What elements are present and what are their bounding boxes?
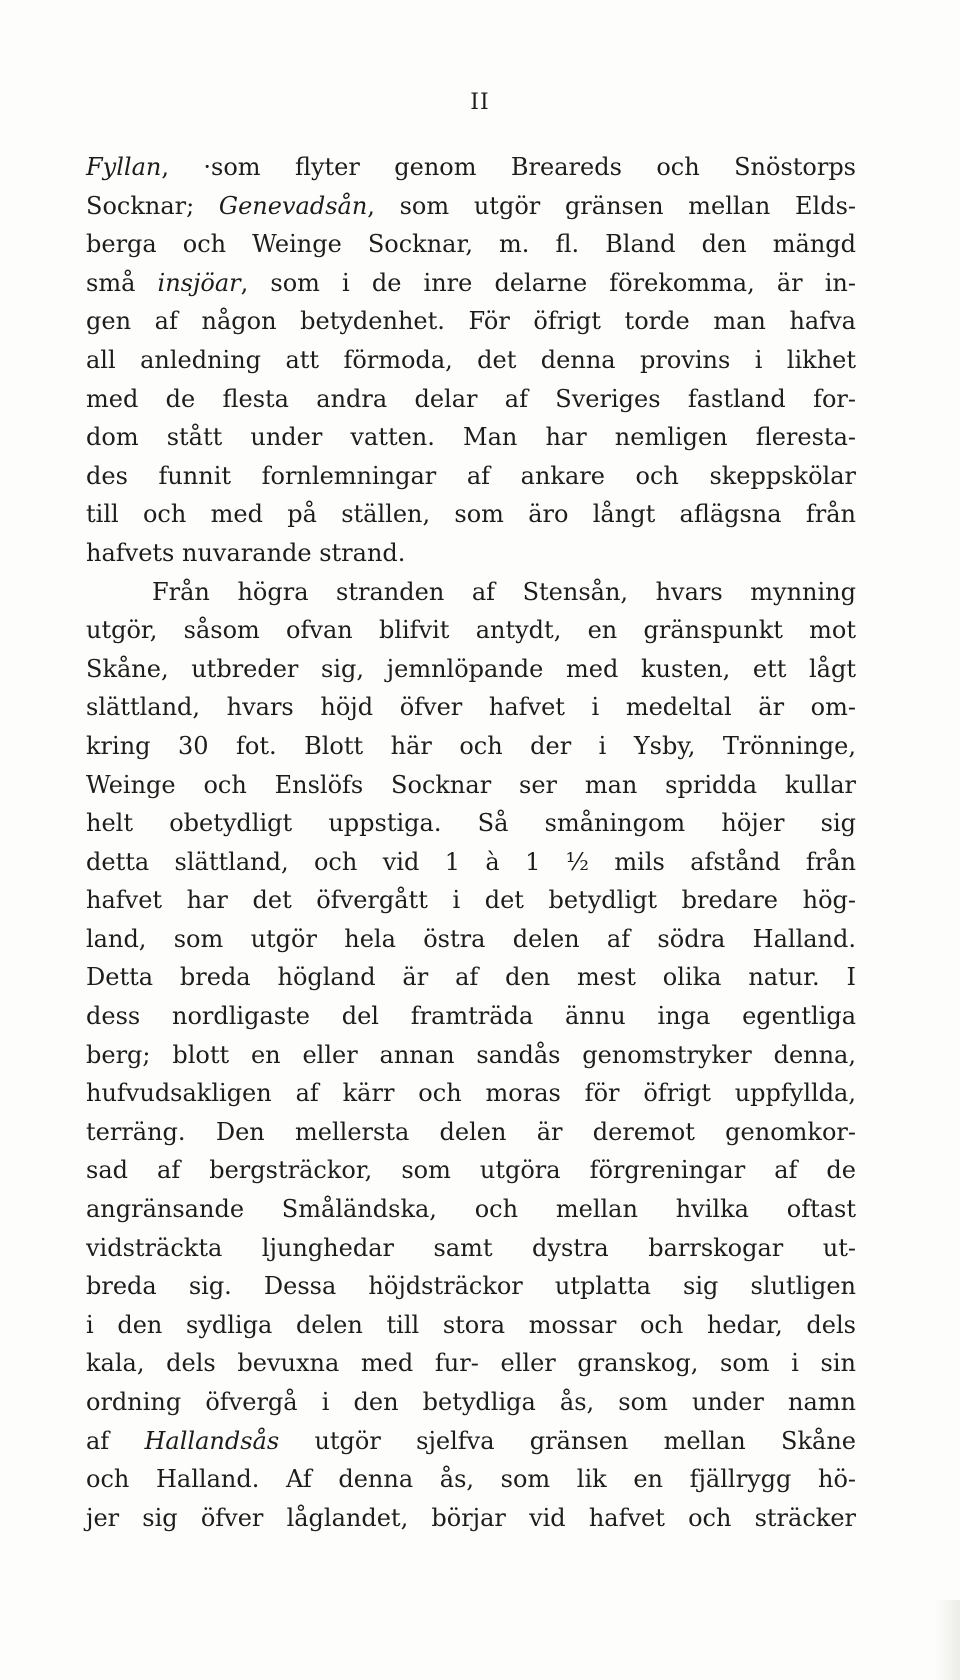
page-edge-shadow [934, 1600, 960, 1680]
text-line [86, 1267, 856, 1306]
text-segment: Från högra stranden af Stensån, hvars mynning [152, 577, 856, 606]
text-segment: Socknar; [86, 191, 219, 220]
text-segment: terräng. Den mellersta delen är deremot genomkor- [86, 1117, 856, 1146]
page-number: II [470, 90, 490, 115]
text-line [86, 341, 856, 380]
text-segment: Weinge och Enslöfs Socknar ser man spridda kullar [86, 770, 856, 799]
text-segment: slättland, hvars höjd öfver hafvet i medeltal är om- [86, 693, 856, 722]
text-segment: land, som utgör hela östra delen af södra Halland. [86, 924, 856, 953]
text-segment: små [86, 268, 158, 297]
text-segment: dess nordligaste del framträda ännu inga egentliga [86, 1002, 856, 1031]
text-segment: sad af bergsträckor, som utgöra förgreningar af de [86, 1156, 856, 1185]
text-segment: gen af någon betydenhet. För öfrigt torde man hafva [86, 307, 856, 336]
text-line [86, 573, 856, 612]
text-line [86, 264, 856, 303]
text-segment: utgör, såsom ofvan blifvit antydt, en gränspunkt mot [86, 616, 856, 645]
text-segment: breda sig. Dessa höjdsträckor utplatta sig slutligen [86, 1272, 856, 1301]
text-line [86, 1460, 856, 1499]
text-line [86, 418, 856, 457]
text-segment: hafvets nuvarande strand. [86, 538, 406, 567]
text-line [86, 1422, 856, 1461]
text-line [86, 1113, 856, 1152]
text-segment: detta slättland, och vid 1 à 1 ½ mils afstånd från [86, 847, 856, 876]
text-line [86, 457, 856, 496]
italic-term: insjöar [157, 268, 241, 297]
text-segment: af [86, 1426, 145, 1455]
italic-term: Genevadsån [218, 191, 368, 220]
text-segment: i den sydliga delen till stora mossar och hedar, dels [86, 1310, 856, 1339]
text-line [86, 1499, 856, 1538]
italic-term: Fyllan [86, 153, 162, 181]
text-line [86, 1306, 856, 1345]
text-segment: , som i de inre delarne förekomma, är in- [240, 268, 856, 297]
text-line [86, 187, 856, 226]
text-line [86, 727, 856, 766]
text-line [86, 804, 856, 843]
text-segment: och Halland. Af denna ås, som lik en fjällrygg hö- [86, 1465, 856, 1494]
text-segment: des funnit fornlemningar af ankare och skeppskölar [86, 461, 856, 490]
text-line [86, 958, 856, 997]
text-line [86, 148, 856, 187]
text-segment: kring 30 fot. Blott här och der i Ysby, Trönninge, [86, 731, 856, 760]
text-segment: hufvudsakligen af kärr och moras för öfrigt uppfyllda, [86, 1079, 856, 1108]
text-segment: Detta breda högland är af den mest olika natur. I [86, 963, 856, 992]
text-segment: vidsträckta ljunghedar samt dystra barrskogar ut- [86, 1233, 856, 1262]
text-line [86, 1190, 856, 1229]
text-line [86, 1036, 856, 1075]
text-segment: , ·som flyter genom Breareds och Snöstorps [161, 153, 856, 181]
italic-term: Hallandsås [144, 1426, 280, 1455]
text-line [86, 225, 856, 264]
text-line [86, 997, 856, 1036]
text-segment: berg; blott en eller annan sandås genomstryker denna, [86, 1040, 856, 1069]
text-line [86, 766, 856, 805]
text-line [86, 1344, 856, 1383]
text-line [86, 1383, 856, 1422]
text-line [86, 650, 856, 689]
text-segment: all anledning att förmoda, det denna provins i likhet [86, 345, 856, 374]
text-segment: helt obetydligt uppstiga. Så småningom höjer sig [86, 809, 856, 838]
text-line [86, 611, 856, 650]
text-segment: utgör sjelfva gränsen mellan Skåne [279, 1426, 856, 1455]
text-line [86, 380, 856, 419]
text-segment: berga och Weinge Socknar, m. fl. Bland den mängd [86, 230, 856, 259]
text-line [86, 881, 856, 920]
text-line [86, 1151, 856, 1190]
text-segment: med de flesta andra delar af Sveriges fastland for- [86, 384, 856, 413]
text-segment: jer sig öfver låglandet, börjar vid hafvet och sträcker [86, 1503, 856, 1532]
text-line [86, 843, 856, 882]
text-segment: till och med på ställen, som äro långt aflägsna från [86, 500, 856, 529]
text-line [86, 688, 856, 727]
text-line [86, 495, 856, 534]
text-segment: Skåne, utbreder sig, jemnlöpande med kusten, ett lågt [86, 654, 856, 683]
text-segment: hafvet har det öfvergått i det betydligt bredare hög- [86, 886, 856, 915]
text-line [86, 302, 856, 341]
text-line [86, 1229, 856, 1268]
text-line [86, 1074, 856, 1113]
text-segment: ordning öfvergå i den betydliga ås, som under namn [86, 1388, 856, 1416]
body-text [86, 148, 856, 1537]
text-segment: angränsande Småländska, och mellan hvilka oftast [86, 1195, 856, 1224]
text-line [86, 534, 856, 573]
text-line [86, 920, 856, 959]
text-segment: kala, dels bevuxna med fur- eller granskog, som i sin [86, 1349, 856, 1378]
text-segment: , som utgör gränsen mellan Elds- [367, 191, 857, 220]
text-segment: dom stått under vatten. Man har nemligen fleresta- [86, 423, 856, 452]
